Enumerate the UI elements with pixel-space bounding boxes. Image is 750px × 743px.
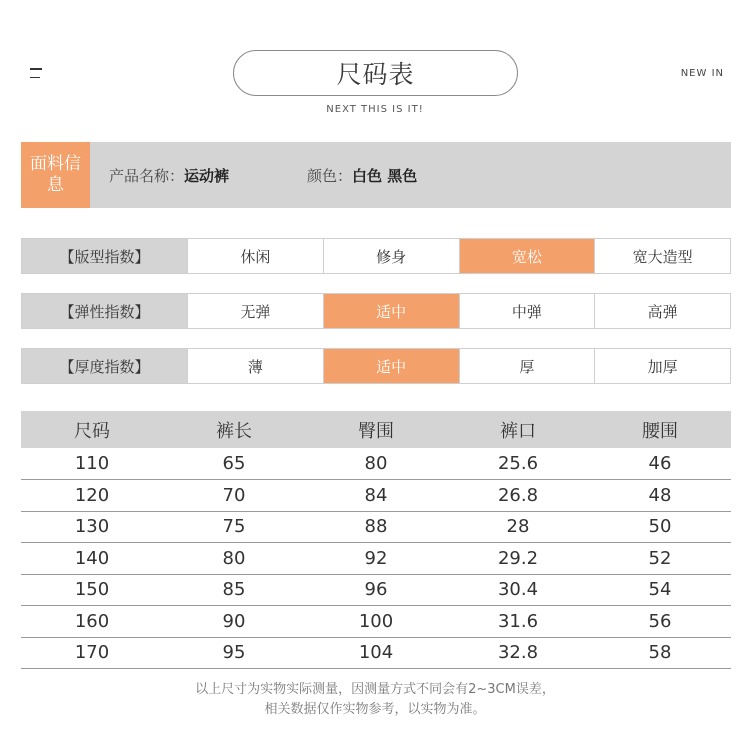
table-cell: 28 [447,511,589,543]
table-cell: 92 [305,543,447,575]
measurement-note-line-1: 以上尺寸为实物实际测量，因测量方式不同会有2~3CM误差， [195,682,555,697]
menu-icon[interactable] [30,68,42,80]
table-cell: 26.8 [447,480,589,512]
table-cell: 46 [589,448,731,480]
table-cell: 140 [21,543,163,575]
table-cell: 31.6 [447,606,589,638]
thickness-index-label: 【厚度指数】 [22,349,187,383]
table-cell: 52 [589,543,731,575]
table-cell: 160 [21,606,163,638]
table-row [21,574,731,606]
thickness-option-moderate: 适中 [323,349,459,383]
table-cell: 84 [305,480,447,512]
table-row [21,606,731,638]
table-cell: 75 [163,511,305,543]
table-cell: 100 [305,606,447,638]
thickness-option-thin: 薄 [187,349,323,383]
table-row [21,480,731,512]
fit-option-casual: 休闲 [187,239,323,273]
table-cell: 80 [305,448,447,480]
elasticity-option-high: 高弹 [594,294,730,328]
table-cell: 150 [21,574,163,606]
header-size: 尺码 [21,411,163,448]
table-cell: 110 [21,448,163,480]
table-cell: 48 [589,480,731,512]
table-cell: 29.2 [447,543,589,575]
table-cell: 30.4 [447,574,589,606]
table-cell: 170 [21,637,163,669]
table-cell: 80 [163,543,305,575]
page-title: 尺码表 [233,50,518,96]
fit-option-oversized: 宽大造型 [594,239,730,273]
size-table-header [21,411,731,448]
table-row [21,543,731,575]
product-name [109,165,229,186]
header-leg-opening: 裤口 [447,411,589,448]
table-row [21,637,731,669]
new-in-label: NEW IN [680,68,724,79]
fit-option-loose: 宽松 [459,239,595,273]
table-cell: 88 [305,511,447,543]
table-cell: 90 [163,606,305,638]
table-row [21,511,731,543]
table-cell: 58 [589,637,731,669]
header-waist: 腰围 [589,411,731,448]
table-cell: 70 [163,480,305,512]
header-pants-length: 裤长 [163,411,305,448]
fabric-info-tag: 面料信息 [21,142,90,208]
elasticity-index-row [21,293,731,329]
size-table [21,411,731,669]
product-color-label: 颜色： [307,166,353,185]
table-cell: 130 [21,511,163,543]
table-cell: 95 [163,637,305,669]
table-cell: 50 [589,511,731,543]
fit-index-label: 【版型指数】 [22,239,187,273]
thickness-index-row [21,348,731,384]
fabric-info-bar [21,142,731,208]
fit-index-row [21,238,731,274]
product-color-value: 白色 黑色 [352,166,418,185]
thickness-option-extra-thick: 加厚 [594,349,730,383]
table-cell: 96 [305,574,447,606]
table-cell: 120 [21,480,163,512]
header-hip: 臀围 [305,411,447,448]
product-name-value: 运动裤 [184,166,230,185]
table-cell: 32.8 [447,637,589,669]
table-cell: 54 [589,574,731,606]
product-name-label: 产品名称： [109,166,185,185]
table-cell: 104 [305,637,447,669]
fit-option-slim: 修身 [323,239,459,273]
elasticity-option-medium: 中弹 [459,294,595,328]
elasticity-option-moderate: 适中 [323,294,459,328]
product-color [307,165,417,186]
table-cell: 65 [163,448,305,480]
subtitle: NEXT THIS IS IT! [326,104,424,115]
elasticity-index-label: 【弹性指数】 [22,294,187,328]
table-cell: 56 [589,606,731,638]
table-cell: 25.6 [447,448,589,480]
table-row [21,448,731,480]
measurement-note-line-2: 相关数据仅作实物参考，以实物为准。 [264,702,486,717]
table-cell: 85 [163,574,305,606]
elasticity-option-none: 无弹 [187,294,323,328]
thickness-option-thick: 厚 [459,349,595,383]
